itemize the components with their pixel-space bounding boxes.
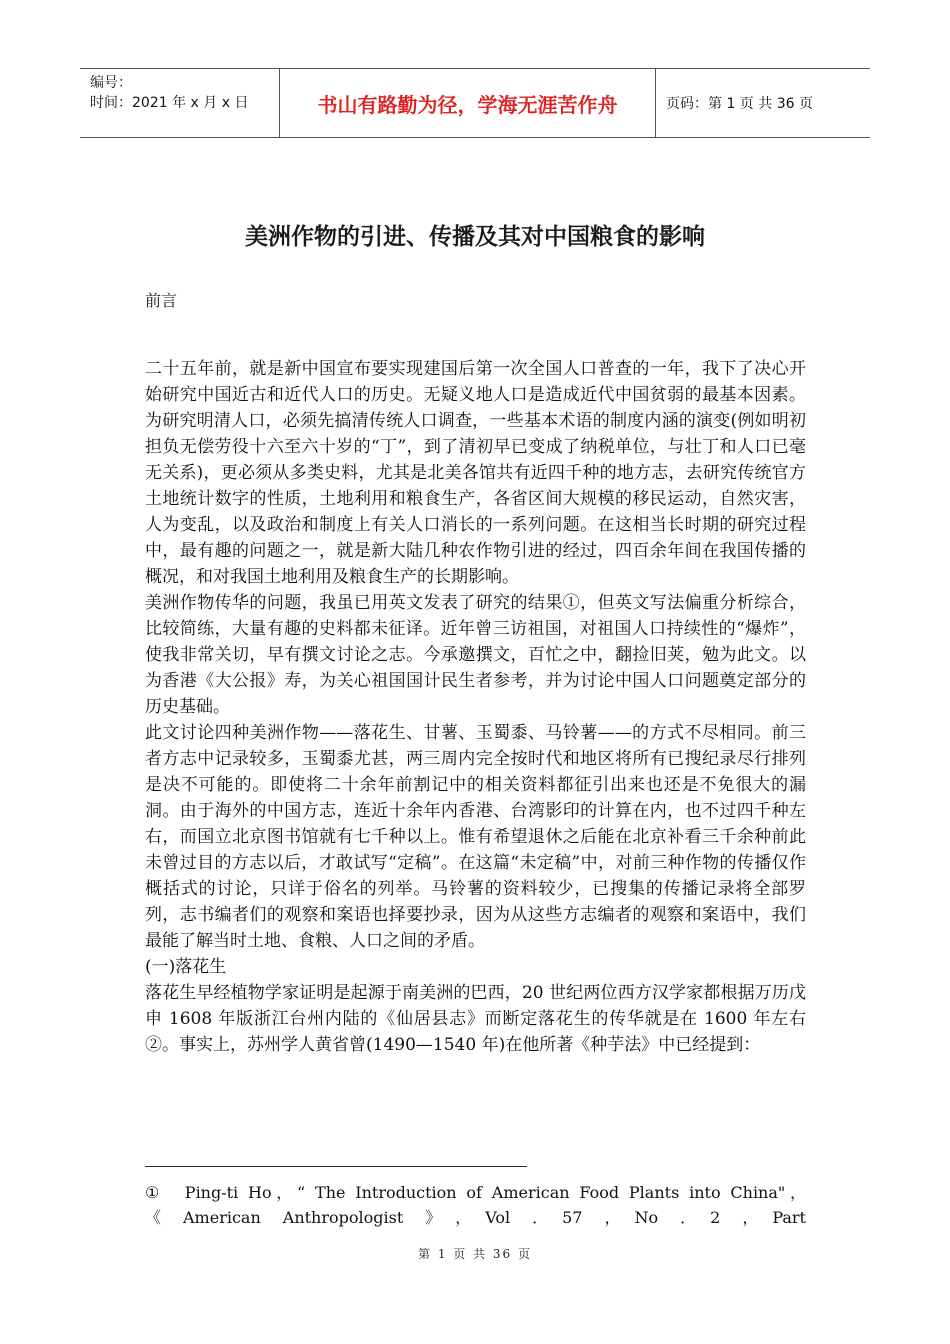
page-footer: 第 1 页 共 36 页 — [418, 1247, 532, 1261]
footnote-divider — [145, 1166, 527, 1167]
footnote-line: ① Ping-ti Ho，“ The Introduction of American Food Plants into China"， — [145, 1183, 806, 1202]
paragraph: 落花生早经植物学家证明是起源于南美洲的巴西，20 世纪两位西方汉学家都根据万历戊申 1608 年版浙江台州内陆的《仙居县志》而断定落花生的传华就是在 1600 年左右②。事实上，苏州学人黄省曾(1490—1540 年)在他所著《种芋法》中已经提到： — [145, 983, 806, 1055]
number-label: 编号： — [90, 75, 132, 91]
document-body — [145, 356, 806, 1058]
section-heading: (一)落花生 — [145, 957, 227, 977]
preface-label: 前言 — [145, 291, 178, 310]
header-page-info: 页码：第 1 页 共 36 页 — [666, 96, 813, 112]
header-meta — [80, 69, 280, 137]
document-title: 美洲作物的引进、传播及其对中国粮食的影响 — [245, 224, 705, 250]
time-label: 时间：2021 年 x 月 x 日 — [90, 95, 249, 111]
footnote-line: 《 American Anthropologist 》 ， Vol ． 57 ， No ． 2 ， Part — [145, 1208, 806, 1227]
footnote — [145, 1180, 806, 1230]
paragraph: 美洲作物传华的问题，我虽已用英文发表了研究的结果①，但英文写法偏重分析综合，比较简练，大量有趣的史料都未征译。近年曾三访祖国，对祖国人口持续性的“爆炸”，使我非常关切，早有撰文讨论之志。今承邀撰文，百忙之中，翻捡旧荚，勉为此文。以为香港《大公报》寿，为关心祖国国计民生者参考，并为讨论中国人口问题奠定部分的历史基础。 — [145, 593, 806, 717]
header-motto: 书山有路勤为径，学海无涯苦作舟 — [280, 69, 656, 137]
page-header — [80, 68, 870, 138]
paragraph: 二十五年前，就是新中国宣布要实现建国后第一次全国人口普查的一年，我下了决心开始研究中国近古和近代人口的历史。无疑义地人口是造成近代中国贫弱的最基本因素。为研究明清人口，必须先搞清传统人口调查，一些基本术语的制度内涵的演变(例如明初担负无偿劳役十六至六十岁的“丁”，到了清初早已变成了纳税单位，与壮丁和人口已毫无关系)，更必须从多类史料，尤其是北美各馆共有近四千种的地方志，去研究传统官方土地统计数字的性质，土地利用和粮食生产，各省区间大规模的移民运动，自然灾害，人为变乱，以及政治和制度上有关人口消长的一系列问题。在这相当长时期的研究过程中，最有趣的问题之一，就是新大陆几种农作物引进的经过，四百余年间在我国传播的概况，和对我国土地利用及粮食生产的长期影响。 — [145, 359, 806, 587]
paragraph: 此文讨论四种美洲作物——落花生、甘薯、玉蜀黍、马铃薯——的方式不尽相同。前三者方志中记录较多，玉蜀黍尤甚，两三周内完全按时代和地区将所有已搜纪录尽行排列是决不可能的。即使将二十余年前割记中的相关资料都征引出来也还是不免很大的漏洞。由于海外的中国方志，连近十余年内香港、台湾影印的计算在内，也不过四千种左右，而国立北京图书馆就有七千种以上。惟有希望退休之后能在北京补看三千余种前此未曾过目的方志以后，才敢试写“定稿”。在这篇“未定稿”中，对前三种作物的传播仅作概括式的讨论，只详于俗名的列举。马铃薯的资料较少，已搜集的传播记录将全部罗列，志书编者们的观察和案语也择要抄录，因为从这些方志编者的观察和案语中，我们最能了解当时土地、食粮、人口之间的矛盾。 — [145, 723, 806, 951]
